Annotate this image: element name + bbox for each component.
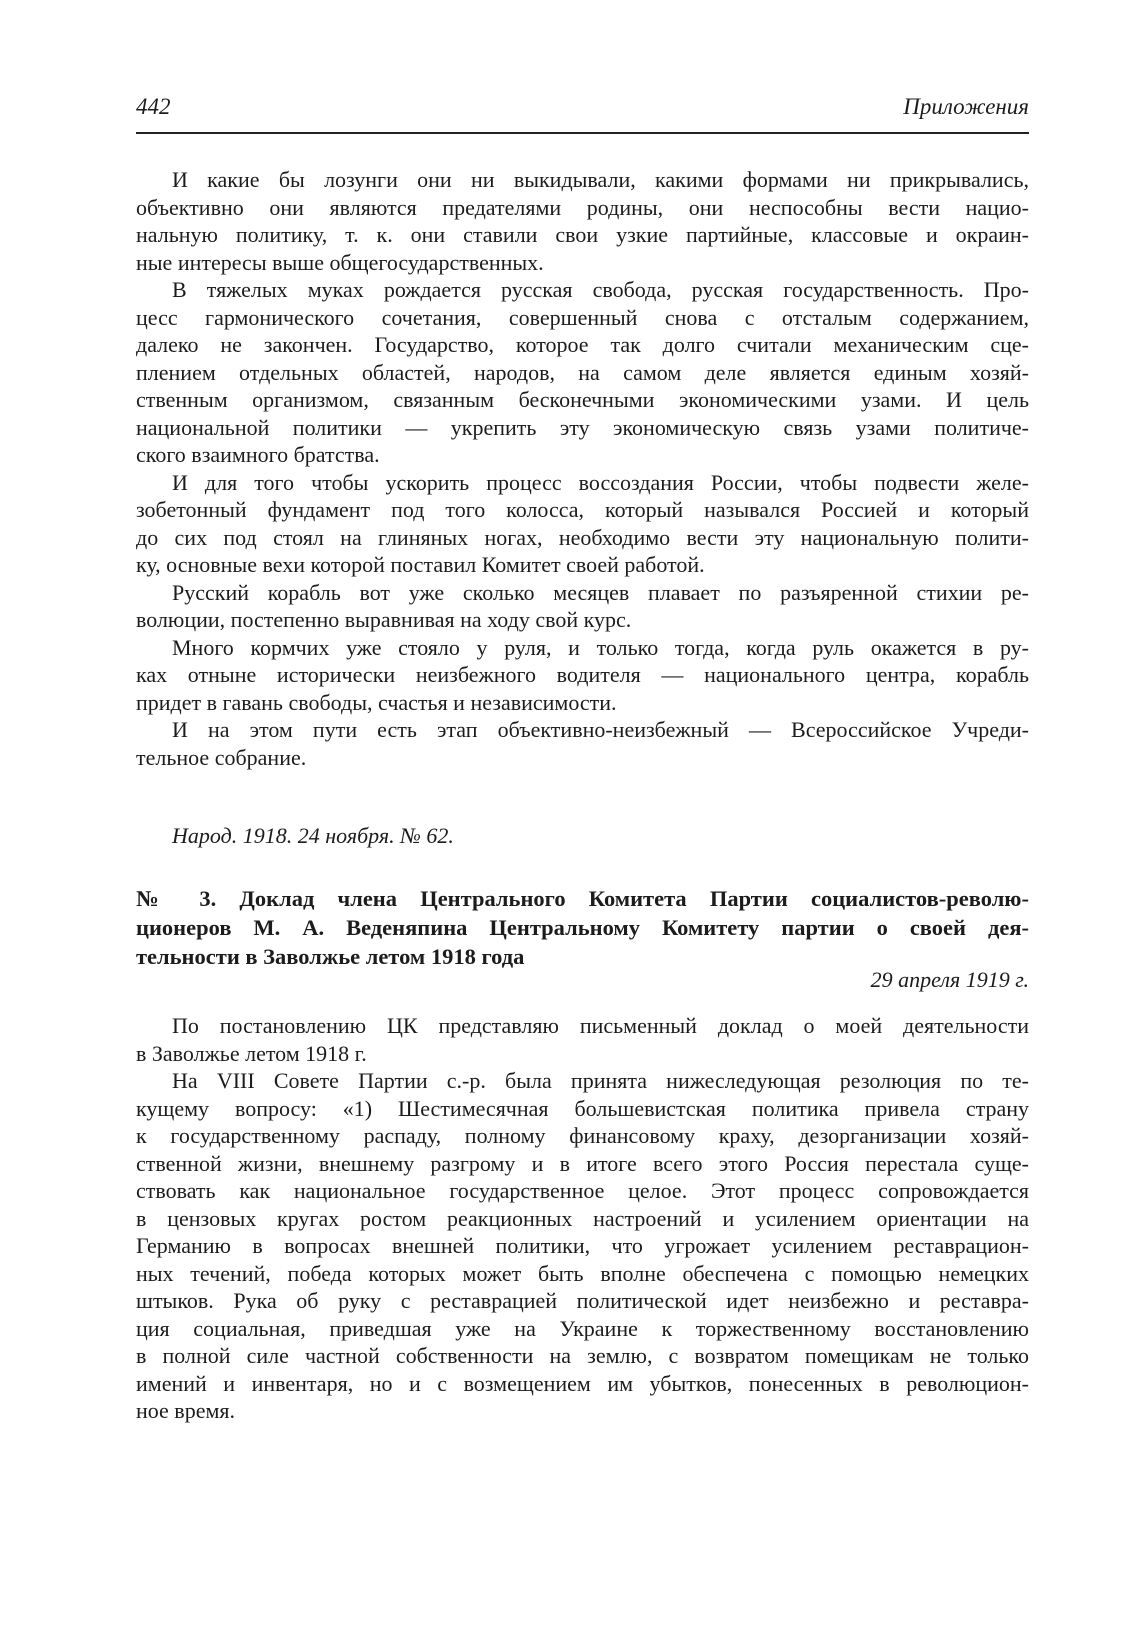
running-title: Приложения <box>903 94 1029 119</box>
text-line: И какие бы лозунги они ни выкидывали, какими формами ни прикрывались, <box>172 167 1029 192</box>
text-line: далеко не закончен. Государство, которое так долго считали механическим сце- <box>136 332 1029 357</box>
source-citation: Народ. 1918. 24 ноября. № 62. <box>172 823 454 848</box>
paragraph <box>136 1012 1029 1067</box>
text-line: И на этом пути есть этап объективно-неизбежный — Всероссийское Учреди- <box>172 717 1029 742</box>
text-line: Русский корабль вот уже сколько месяцев плавает по разъяренной стихии ре- <box>172 579 1029 605</box>
text-block-top <box>136 166 1029 771</box>
text-line: ное время. <box>136 1398 235 1423</box>
paragraph <box>136 166 1029 276</box>
text-line: нальную политику, т. к. они ставили свои узкие партийные, классовые и окраин- <box>136 222 1029 247</box>
heading-line: тельности в Заволжье летом 1918 года <box>136 944 525 969</box>
text-line: ция социальная, приведшая уже на Украине к торжественному восстановлению <box>136 1315 1029 1341</box>
text-line: ных течений, победа которых может быть вполне обеспечена с помощью немецких <box>136 1260 1029 1286</box>
paragraph <box>136 276 1029 469</box>
text-line: штыков. Рука об руку с реставрацией политической идет неизбежно и реставра- <box>136 1288 1029 1313</box>
running-head <box>136 92 1029 134</box>
text-line: ные интересы выше общегосударственных. <box>136 249 544 275</box>
paragraph <box>136 579 1029 634</box>
document-date: 29 апреля 1919 г. <box>870 967 1029 992</box>
page-number: 442 <box>136 94 171 119</box>
text-line: объективно они являются предателями родины, они неспособны вести нацио- <box>136 194 1029 220</box>
text-line: до сих под стоял на глиняных ногах, необходимо вести эту национальную полити- <box>136 524 1029 550</box>
text-line: На VIII Совете Партии с.-р. была принята нижеследующая резолюция по те- <box>172 1068 1029 1093</box>
text-line: Германию в вопросах внешней политики, что угрожает усилением реставрацион- <box>136 1233 1029 1258</box>
text-line: В тяжелых муках рождается русская свобода, русская государственность. Про- <box>172 277 1029 302</box>
text-line: И для того чтобы ускорить процесс воссоздания России, чтобы подвести желе- <box>172 469 1029 495</box>
text-line: тельное собрание. <box>136 744 307 770</box>
text-line: зобетонный фундамент под того колосса, который назывался Россией и который <box>136 497 1029 522</box>
text-line: ку, основные вехи которой поставил Комитет своей работой. <box>136 552 705 577</box>
text-line: ствовать как национальное государственное целое. Этот процесс сопровождается <box>136 1178 1029 1203</box>
text-line: цесс гармонического сочетания, совершенный снова с отсталым содержанием, <box>136 304 1029 330</box>
text-line: в Заволжье летом 1918 г. <box>136 1040 367 1066</box>
paragraph <box>136 1067 1029 1425</box>
text-line: в полной силе частной собственности на землю, с возвратом помещикам не только <box>136 1343 1029 1368</box>
text-line: кущему вопросу: «1) Шестимесячная большевистская политика привела страну <box>136 1095 1029 1121</box>
text-block-bottom <box>136 1012 1029 1425</box>
text-line: ственным организмом, связанным бесконечными экономическими узами. И цель <box>136 387 1029 412</box>
text-line: национальной политики — укрепить эту экономическую связь узами политиче- <box>136 414 1029 440</box>
paragraph <box>136 469 1029 579</box>
text-line: придет в гавань свободы, счастья и независимости. <box>136 689 617 715</box>
heading-line: № 3. Доклад члена Центрального Комитета Партии социалистов-револю- <box>136 886 1029 911</box>
heading-line: ционеров М. А. Веденяпина Центральному Комитету партии о своей дея- <box>136 915 1029 940</box>
text-line: По постановлению ЦК представляю письменный доклад о моей деятельности <box>172 1013 1029 1038</box>
book-page <box>136 0 1029 1631</box>
paragraph <box>136 634 1029 717</box>
text-line: Много кормчих уже стояло у руля, и только тогда, когда руль окажется в ру- <box>172 634 1029 660</box>
text-line: ского взаимного братства. <box>136 442 380 467</box>
paragraph <box>136 716 1029 771</box>
text-line: плением отдельных областей, народов, на самом деле является единым хозяй- <box>136 359 1029 385</box>
text-line: волюции, постепенно выравнивая на ходу свой курс. <box>136 607 632 632</box>
text-line: имений и инвентаря, но и с возмещением им убытков, понесенных в революцион- <box>136 1370 1029 1396</box>
document-heading <box>136 884 1029 971</box>
text-line: ках отныне исторически неизбежного водителя — национального центра, корабль <box>136 662 1029 687</box>
text-line: в цензовых кругах ростом реакционных настроений и усилением ориентации на <box>136 1205 1029 1231</box>
text-line: к государственному распаду, полному финансовому краху, дезорганизации хозяй- <box>136 1123 1029 1148</box>
text-line: ственной жизни, внешнему разгрому и в итоге всего этого Россия перестала суще- <box>136 1150 1029 1176</box>
